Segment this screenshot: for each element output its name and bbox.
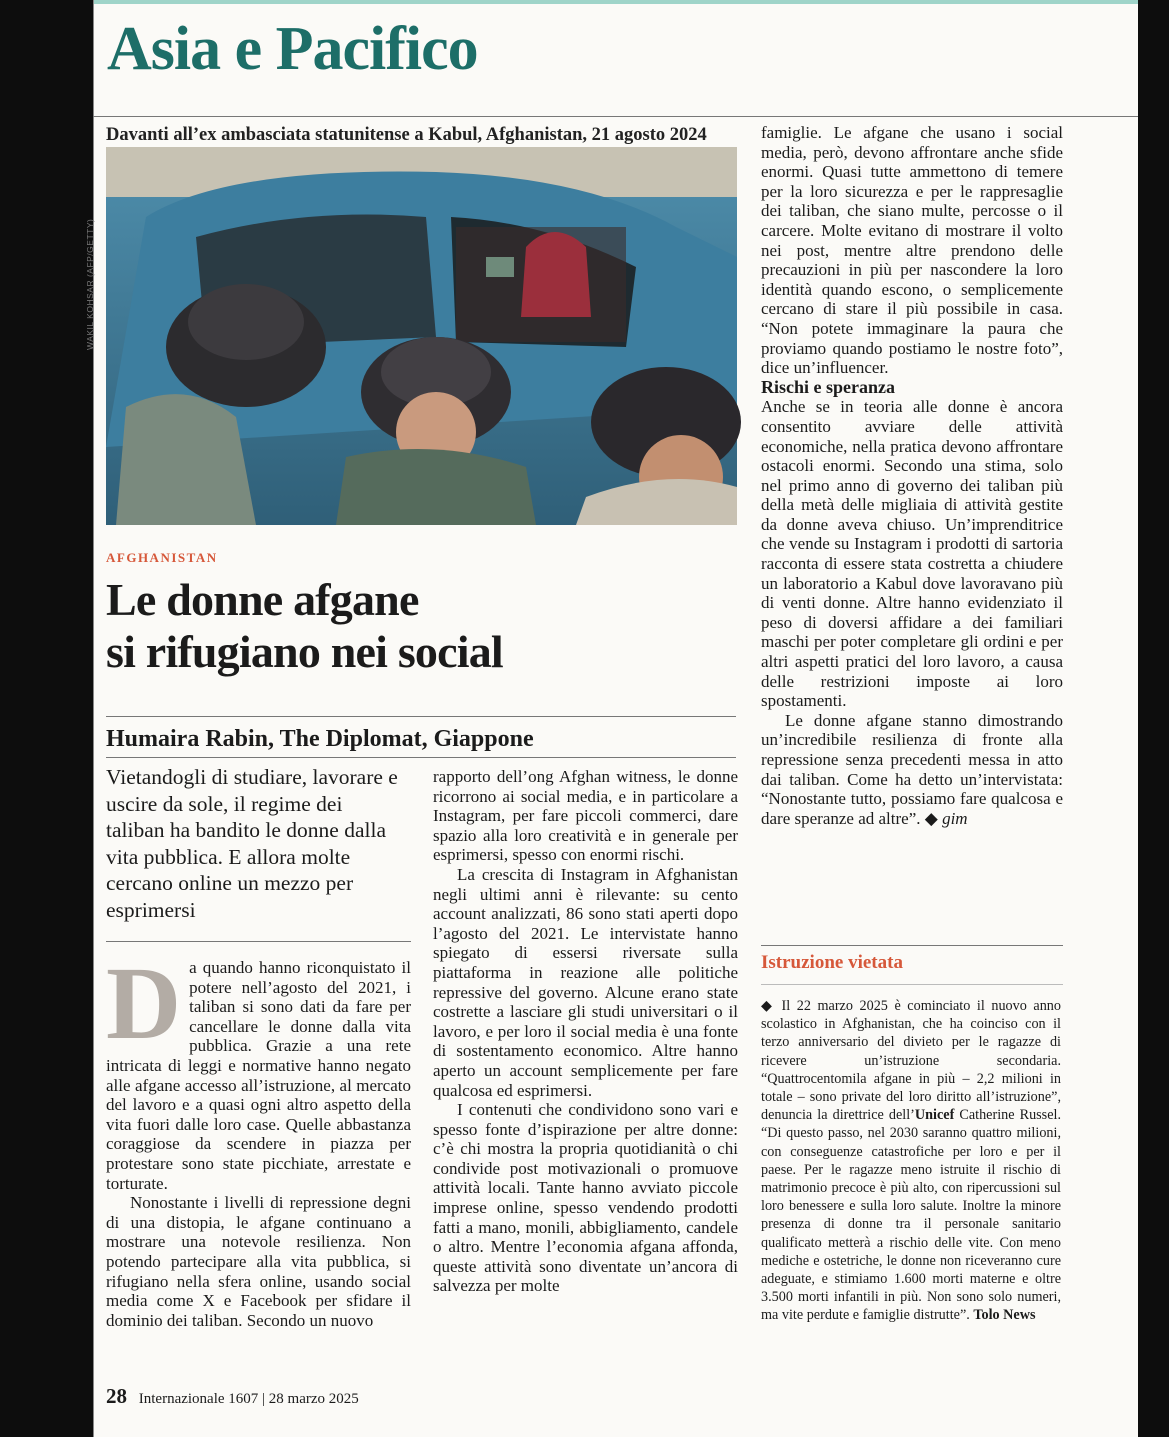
photo-caption: Davanti all’ex ambasciata statunitense a Kabul, Afghanistan, 21 agosto 2024 [106,125,707,145]
article-column-2 [433,767,738,1296]
sidebar-title: Istruzione vietata [761,952,903,973]
paragraph-1-text: a quando hanno riconquistato il potere nell’agosto del 2021, i taliban si sono dati da fare per cancellare le donne dalla vita pubblica. Grazie a una rete intricata di leggi e normative hanno negato alle afgane accesso all’istruzione, al mercato del lavoro e a quasi ogni altro aspetto della vita fuori dalle loro case. Quelle abbastanza coraggiose da scendere in piazza per protestare sono state picchiate, arrestate e torturate. [106,958,411,1193]
article-headline [106,574,736,678]
issue-label: Internazionale 1607 [138,1391,259,1407]
paragraph-4: La crescita di Instagram in Afghanistan negli ultimi anni è rilevante: su cento account analizzati, 86 sono stati aperti dopo l’agosto del 2021. Le intervistate hanno spiegato di essersi riversate sulla piattaforma in reazione alle politiche repressive del governo. Alcune erano state costrette a lasciare gli studi universitari o il lavoro, e per loro il social media è una fonte di sostentamento economico. Altre hanno aperto un account semplicemente per fare qualcosa ed esprimersi. [433,864,738,1100]
sidebar-text: Il 22 marzo 2025 è cominciato il nuovo anno scolastico in Afghanistan, che ha coinciso con il terzo anniversario del divieto per le ragazze di ricevere un’istruzione secondaria. “Quattrocentomila afgane in più – 2,2 milioni in totale – sono private del loro diritto all’istruzione”, denuncia la direttrice dell’ [761,998,1061,1124]
page-left-rule [93,0,94,1437]
sidebar-box [761,997,1061,1325]
section-title: Asia e Pacifico [107,15,478,83]
paragraph-8-text: Le donne afgane stanno dimostrando un’incredibile resilienza di fronte alla repressione senza precedenti messa in atto dai taliban. Come ha detto un’intervistata: “Nonostante tutto, possiamo fare qualcosa e dare speranze ad altre”. [761,710,1063,828]
byline-divider-bottom [106,757,736,758]
sidebar-divider [761,945,1063,946]
paragraph-5: I contenuti che condividono sono vari e spesso fonte d’ispirazione per altre donne: c’è chi mostra la propria quotidianità o chi condivide post motivazionali o promuove attività locali. Tante hanno avviato piccole imprese online, spesso vendendo prodotti fatti a mano, monili, abbigliamento, candele o altro. Mentre l’economia afgana affonda, queste attività sono diventate un’ancora di salvezza per molte [433,1100,738,1296]
article-column-1 [106,946,411,1330]
sidebar-bullet-icon: ◆ [761,998,782,1014]
photo-illustration [106,147,737,525]
article-standfirst: Vietandogli di studiare, lavorare e uscire da sole, il regime dei taliban ha bandito le donne dalla vita pubblica. E allora molte cercano online un mezzo per esprimersi [106,765,398,922]
top-accent-bar [93,0,1138,4]
magazine-page [85,0,1138,1437]
header-divider [93,116,1138,117]
sidebar-paragraph [761,997,1061,1325]
paragraph-7: Anche se in teoria alle donne è ancora consentito avviare delle attività economiche, nella pratica devono affrontare ostacoli enormi. Secondo una stima, solo nel primo anno di governo dei taliban più della metà delle migliaia di attività gestite da donne aveva chiuso. Un’imprenditrice che vende su Instagram i prodotti di sartoria racconta di essere stata costretta a chiudere un laboratorio a Kabul dove lavoravano più di venti donne. Altre hanno evidenziato il peso di doversi affidare a dei familiari maschi per poter completare gli ordini e per altri aspetti pratici del loro lavoro, a causa delle restrizioni imposte ai loro spostamenti. [761,397,1063,711]
article-photo [106,147,737,525]
page-footer [106,1384,359,1409]
byline-divider [106,716,736,717]
paragraph-2: Nonostante i livelli di repressione degni di una distopia, le afgane continuano a mostrare una notevole resilienza. Non potendo partecipare alla vita pubblica, si rifugiano nella sfera online, usando social media come X e Facebook per sfidare il dominio dei taliban. Secondo un nuovo [106,1193,411,1330]
paragraph-6: famiglie. Le afgane che usano i social media, però, devono affrontare anche sfide enormi. Quasi tutte ammettono di temere per la loro sicurezza e per le rappresaglie dei taliban, che siano multe, percosse o il carcere. Molte evitano di mostrare il volto nei post, mentre altre prendono delle precauzioni in più per nascondere la loro identità quando escono, o semplicemente cercano di stare il più possibile in casa. “Non potete immaginare la paura che proviamo quando postiamo le nostre foto”, dice un’influencer. [761,123,1063,378]
author-signature: gim [942,808,968,828]
column1-divider [106,941,411,942]
footer-separator: | [262,1391,266,1407]
article-byline: Humaira Rabin, The Diplomat, Giappone [106,726,534,752]
sidebar-source: Tolo News [973,1307,1036,1324]
issue-date: 28 marzo 2025 [268,1391,359,1407]
sidebar-org: Unicef [914,1107,955,1124]
article-column-3 [761,123,1063,828]
article-kicker: AFGHANISTAN [106,550,218,565]
paragraph-8 [761,711,1063,829]
paragraph-1 [106,946,411,1193]
paragraph-3: rapporto dell’ong Afghan witness, le donne ricorrono ai social media, e in particolare a Instagram, per fare piccoli commerci, dare spazio alla loro creatività e in generale per esprimersi, spesso con enormi rischi. [433,767,738,865]
page-number: 28 [106,1384,127,1408]
sidebar-title-divider [761,984,1063,985]
headline-line-2: si rifugiano nei social [106,626,503,677]
drop-cap: D [106,946,182,1061]
article-subhead: Rischi e speranza [761,376,895,397]
headline-line-1: Le donne afgane [106,574,419,625]
end-mark-icon: ◆ [924,808,938,828]
photo-credit: WAKIL KOHSAR (AFP/GETTY) [85,218,95,350]
sidebar-text-2: Catherine Russel. “Di questo passo, nel 2030 saranno quattro milioni, con conseguenze catastrofiche per loro e per il paese. Per le ragazze meno istruite il rischio di matrimonio precoce è più alto, con ripercussioni sul loro benessere e sulla loro salute. Inoltre la minore presenza di donne tra il personale sanitario qualificato metterà a rischio delle vite. Con meno mediche e ostetriche, le donne non riceveranno cure adeguate, e stimiamo 1.600 morti materne e oltre 3.500 morti infantili in più. Non sono solo numeri, ma vite perdute e famiglie distrutte”. [761,1107,1061,1324]
